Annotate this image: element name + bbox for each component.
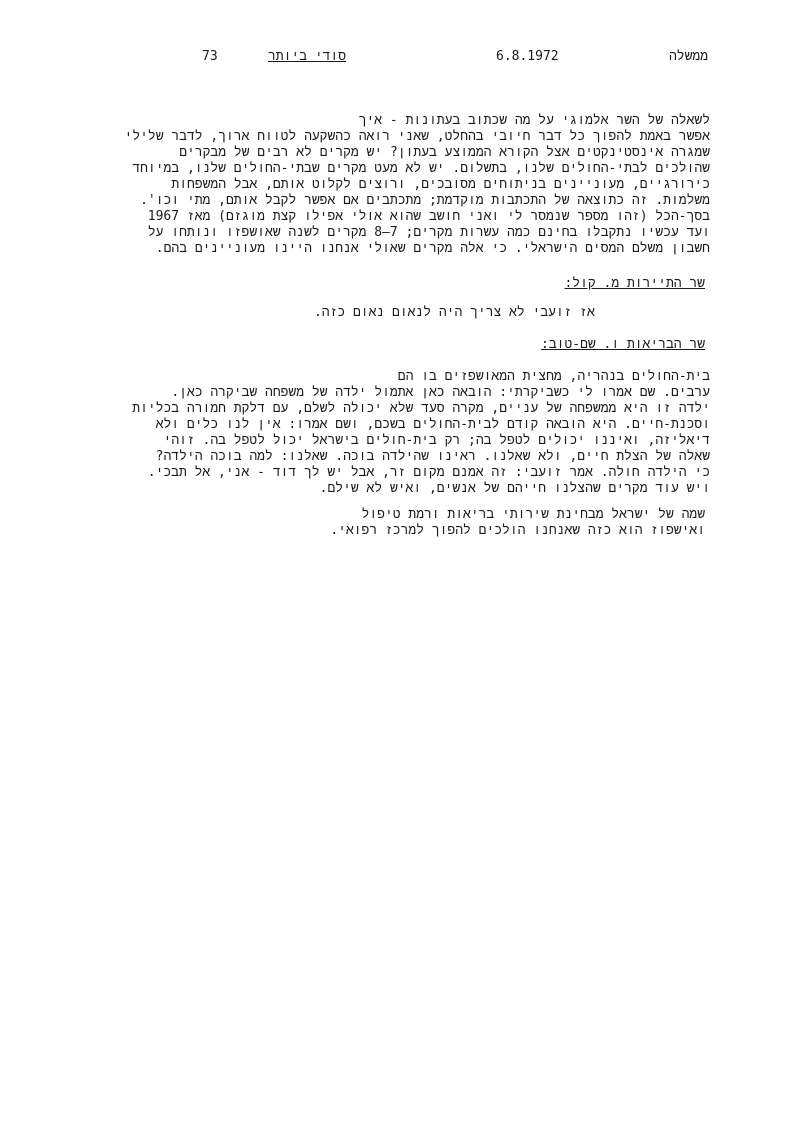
text-line: שמגרה אינסטינקטים אצל הקורא הממוצע בעתון? יש מקרים לא רבים של מבקרים (179, 145, 710, 160)
text-line: חשבון משלם המסים הישראלי. כי אלה מקרים שאולי אנחנו היינו מעוניינים בהם. (155, 241, 710, 256)
text-line: ועד עכשיו נתקבלו בחינם כמה עשרות מקרים; 7–8 מקרים לשנה שאושפזו ונותחו על (147, 225, 710, 240)
text-line: ויש עוד מקרים שהצלנו חייהם של אנשים, ואיש לא שילם. (319, 481, 710, 496)
text-line: שאלה של הצלת חיים, ולא שאלנו. ראינו שהילדה בוכה. שאלנו: למה בוכה הילדה? (155, 449, 710, 464)
document-category: ממשלה (668, 49, 708, 64)
classification-title: סודי ביותר (268, 49, 347, 64)
text-line: ערבים. שם אמרו לי כשביקרתי: הובאה כאן אתמול ילדה של משפחה שביקרה כאן. (171, 385, 710, 400)
text-line: כי הילדה חולה. אמר זועבי: זה אמנם מקום זר, אבל יש לך דוד - אני, אל תבכי. (147, 465, 710, 480)
paragraph-almogi-question (125, 113, 710, 257)
page-number: 73 (202, 49, 218, 64)
text-line: בסך-הכל (זהו מספר שנמסר לי ואני חושב שהוא אולי אפילו קצת מוגזם) מאז 1967 (147, 209, 710, 224)
text-line: וסכנת-חיים. היא הובאה קודם לבית-החולים בשכם, ושם אמרו: אין לנו כלים ולא (155, 417, 710, 432)
text-line: שהולכים לבתי-החולים שלנו, בתשלום. יש לא מעט מקרים שבתי-החולים שלנו, במיוחד (132, 161, 710, 176)
document-date: 6.8.1972 (496, 49, 559, 64)
text-line: אפשר באמת להפוך כל דבר חיובי בהחלט, שאני רואה כהשקעה לטווח ארוך, לדבר שלילי (124, 129, 710, 144)
text-line: דיאליזה, ואיננו יכולים לטפל בה; רק בית-חולים בישראל יכול לטפל בה. זוהי (163, 433, 710, 448)
paragraph-medical-center (330, 507, 705, 539)
text-line: משלמות. זה כתוצאה של התכתבות מוקדמת; מתכתבים אם אפשר לקבל אותם, מתי וכו'. (140, 193, 710, 208)
text-line: ואישפוז הוא כזה שאנחנו הולכים להפוך למרכז רפואי. (330, 523, 705, 538)
speaker-tourism-minister: שר התיירות מ. קול: (564, 276, 705, 291)
text-line: לשאלה של השר אלמוגי על מה שכתוב בעתונות - איך (358, 113, 710, 128)
text-line: ילדה זו היא ממשפחה של עניים, מקרה סעד שלא יכולה לשלם, עם דלקת חמורה בכליות (132, 401, 710, 416)
speaker-health-minister: שר הבריאות ו. שם-טוב: (541, 337, 705, 352)
text-line: בית-החולים בנהריה, מחצית המאושפזים בו הם (397, 369, 710, 384)
paragraph-nahariya-hospital (132, 369, 710, 497)
text-line: שמה של ישראל מבחינת שירותי בריאות ורמת טיפול (361, 507, 705, 522)
text-line: כירורגיים, מעוניינים בניתוחים מסובכים, ורוצים לקלוט אותם, אבל המשפחות (171, 177, 710, 192)
speech-tourism-minister: אז זועבי לא צריך היה לנאום נאום כזה. (313, 305, 595, 320)
